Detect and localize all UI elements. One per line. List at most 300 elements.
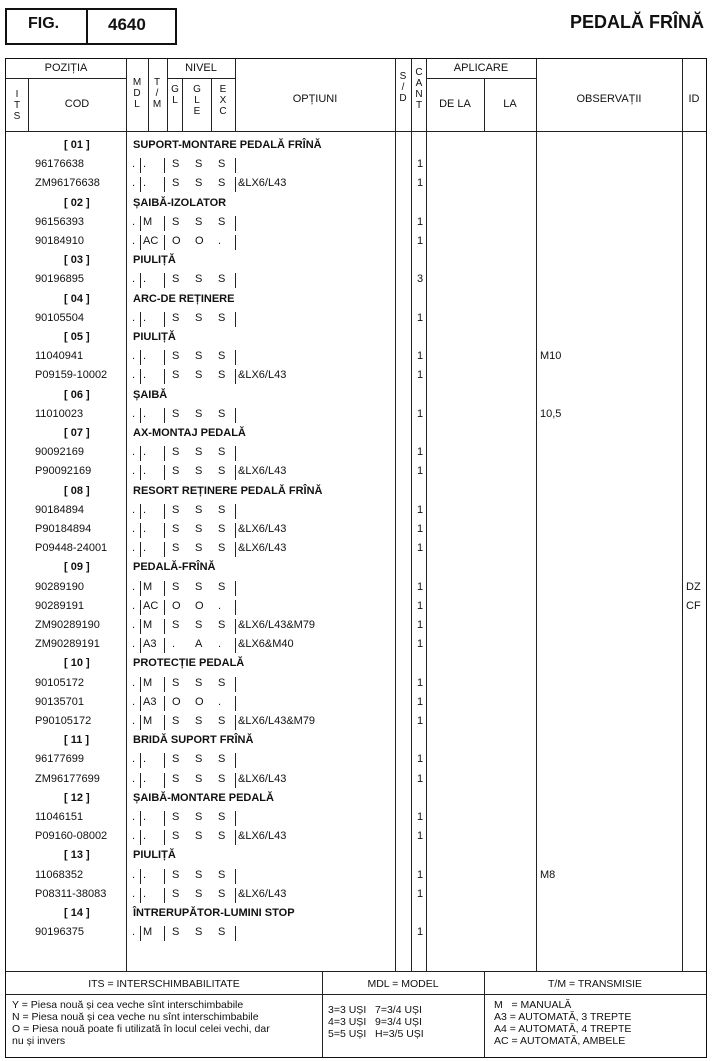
- quantity: 1: [417, 696, 424, 708]
- tm-value: .: [143, 830, 147, 842]
- part-code: P08311-38083: [35, 888, 107, 900]
- cell-divider: [235, 350, 236, 365]
- mdl-header: [131, 77, 143, 110]
- gle-value: S: [195, 773, 203, 785]
- group-name: PIULIȚĂ: [133, 331, 176, 343]
- gl-value: S: [172, 408, 180, 420]
- tm-legend-title: T/M = TRANSMISIE: [547, 978, 643, 990]
- cell-divider: [164, 446, 165, 461]
- exc-value: S: [218, 312, 226, 324]
- cell-divider: [140, 523, 141, 538]
- observation: M8: [540, 869, 556, 881]
- gle-value: A: [195, 638, 203, 650]
- group-row: [6, 561, 706, 577]
- mdl-value: .: [132, 773, 136, 785]
- group-row: [6, 389, 706, 405]
- id-code: DZ: [686, 581, 701, 593]
- exc-header: [217, 84, 229, 117]
- part-code: 96176638: [35, 158, 84, 170]
- table-row: [6, 312, 706, 328]
- tm-value: A3: [143, 696, 157, 708]
- tm-value: .: [143, 523, 147, 535]
- table-row: [6, 158, 706, 174]
- gle-value: S: [195, 715, 203, 727]
- gle-value: S: [195, 926, 203, 938]
- id-header: ID: [688, 93, 700, 105]
- quantity: 1: [417, 216, 424, 228]
- position-number: [ 06 ]: [64, 389, 90, 401]
- pozitia-header: POZIȚIA: [44, 62, 88, 74]
- table-row: [6, 581, 706, 597]
- la-header: LA: [503, 98, 517, 110]
- cell-divider: [164, 715, 165, 730]
- its-legend-line: nu și invers: [12, 1035, 66, 1047]
- cell-divider: [140, 273, 141, 288]
- part-code: 90196895: [35, 273, 84, 285]
- cell-divider: [235, 926, 236, 941]
- cell-divider: [164, 542, 165, 557]
- part-code: 90105172: [35, 677, 84, 689]
- gle-header: [191, 84, 203, 117]
- cell-divider: [140, 753, 141, 768]
- exc-value: S: [218, 753, 226, 765]
- gl-value: S: [172, 158, 180, 170]
- table-row: [6, 619, 706, 635]
- cell-divider: [164, 696, 165, 711]
- quantity: 1: [417, 350, 424, 362]
- mdl-value: .: [132, 158, 136, 170]
- its-letter: S: [13, 111, 21, 122]
- exc-value: .: [218, 696, 222, 708]
- cell-divider: [140, 504, 141, 519]
- quantity: 1: [417, 830, 424, 842]
- gle-letter: L: [194, 95, 200, 106]
- cell-divider: [140, 619, 141, 634]
- gle-value: O: [195, 696, 204, 708]
- exc-letter: C: [219, 106, 227, 117]
- exc-value: S: [218, 408, 226, 420]
- mdl-value: .: [132, 523, 136, 535]
- table-row: [6, 869, 706, 885]
- aplicare-header: APLICARE: [453, 62, 509, 74]
- mdl-value: .: [132, 888, 136, 900]
- table-row: [6, 888, 706, 904]
- gle-value: O: [195, 235, 204, 247]
- mdl-value: .: [132, 542, 136, 554]
- group-row: [6, 197, 706, 213]
- position-number: [ 09 ]: [64, 561, 90, 573]
- quantity: 1: [417, 773, 424, 785]
- part-code: P09448-24001: [35, 542, 108, 554]
- cell-divider: [140, 542, 141, 557]
- part-code: 90289190: [35, 581, 84, 593]
- gl-value: S: [172, 273, 180, 285]
- tm-value: .: [143, 753, 147, 765]
- cell-divider: [140, 312, 141, 327]
- gl-value: S: [172, 350, 180, 362]
- cell-divider: [140, 811, 141, 826]
- cell-divider: [164, 523, 165, 538]
- group-name: RESORT REȚINERE PEDALĂ FRÎNĂ: [133, 485, 323, 497]
- gl-value: S: [172, 773, 180, 785]
- gl-value: .: [172, 638, 176, 650]
- observation: 10,5: [540, 408, 562, 420]
- exc-value: S: [218, 830, 226, 842]
- mdl-letter: L: [134, 99, 140, 110]
- gl-value: S: [172, 177, 180, 189]
- exc-value: S: [218, 542, 226, 554]
- option-code: &LX6/L43&M79: [238, 619, 316, 631]
- cell-divider: [140, 830, 141, 845]
- mdl-value: .: [132, 273, 136, 285]
- cell-divider: [235, 811, 236, 826]
- optiuni-header: OPȚIUNI: [292, 93, 338, 105]
- gl-value: S: [172, 542, 180, 554]
- cell-divider: [235, 542, 236, 557]
- cell-divider: [235, 369, 236, 384]
- de-la-header: DE LA: [439, 98, 471, 110]
- table-row: [6, 715, 706, 731]
- exc-value: S: [218, 523, 226, 535]
- group-name: PROTECȚIE PEDALĂ: [133, 657, 245, 669]
- exc-value: S: [218, 811, 226, 823]
- cell-divider: [164, 465, 165, 480]
- cell-divider: [140, 216, 141, 231]
- cant-letter: N: [415, 89, 423, 100]
- tm-letter: T: [153, 77, 161, 88]
- exc-value: S: [218, 619, 226, 631]
- mdl-value: .: [132, 696, 136, 708]
- gl-value: S: [172, 753, 180, 765]
- position-number: [ 01 ]: [64, 139, 90, 151]
- quantity: 1: [417, 523, 424, 535]
- part-code: 90092169: [35, 446, 84, 458]
- mdl-value: .: [132, 600, 136, 612]
- mdl-value: .: [132, 504, 136, 516]
- sd-header: [397, 71, 409, 104]
- cell-divider: [164, 926, 165, 941]
- quantity: 1: [417, 869, 424, 881]
- exc-value: S: [218, 926, 226, 938]
- figure-label: FIG.: [28, 15, 60, 32]
- cell-divider: [235, 830, 236, 845]
- col-divider: [148, 59, 149, 131]
- table-row: [6, 677, 706, 693]
- observatii-header: OBSERVAȚII: [576, 93, 642, 105]
- group-row: [6, 734, 706, 750]
- cell-divider: [235, 888, 236, 903]
- table-row: [6, 235, 706, 251]
- cell-divider: [164, 158, 165, 173]
- gle-value: S: [195, 581, 203, 593]
- option-code: &LX6/L43: [238, 369, 287, 381]
- gl-value: S: [172, 926, 180, 938]
- option-code: &LX6/L43: [238, 542, 287, 554]
- col-divider: [182, 78, 183, 131]
- quantity: 1: [417, 811, 424, 823]
- group-row: [6, 293, 706, 309]
- tm-legend-line: A4 = AUTOMATĂ, 4 TREPTE: [494, 1023, 632, 1035]
- part-code: ZM96177699: [35, 773, 100, 785]
- group-name: ÎNTRERUPĂTOR-LUMINI STOP: [133, 907, 295, 919]
- table-row: [6, 446, 706, 462]
- position-number: [ 12 ]: [64, 792, 90, 804]
- cell-divider: [140, 600, 141, 615]
- exc-value: S: [218, 216, 226, 228]
- cell-divider: [235, 446, 236, 461]
- cell-divider: [164, 273, 165, 288]
- id-code: CF: [686, 600, 701, 612]
- cell-divider: [235, 216, 236, 231]
- cell-divider: [164, 677, 165, 692]
- cant-letter: T: [415, 100, 423, 111]
- gle-letter: G: [193, 84, 201, 95]
- group-name: ȘAIBĂ-MONTARE PEDALĂ: [133, 792, 274, 804]
- gle-value: S: [195, 312, 203, 324]
- tm-value: M: [143, 619, 153, 631]
- option-code: &LX6/L43: [238, 830, 287, 842]
- group-row: [6, 254, 706, 270]
- cell-divider: [164, 753, 165, 768]
- group-name: ȘAIBĂ: [133, 389, 168, 401]
- cell-divider: [140, 696, 141, 711]
- header-line: [6, 78, 126, 79]
- exc-value: .: [218, 638, 222, 650]
- gl-value: S: [172, 888, 180, 900]
- table-row: [6, 177, 706, 193]
- quantity: 1: [417, 581, 424, 593]
- gle-value: S: [195, 830, 203, 842]
- quantity: 1: [417, 638, 424, 650]
- cell-divider: [164, 811, 165, 826]
- cell-divider: [235, 773, 236, 788]
- cell-divider: [140, 465, 141, 480]
- sd-letter: /: [401, 82, 405, 93]
- gle-value: S: [195, 273, 203, 285]
- quantity: 1: [417, 504, 424, 516]
- gl-value: S: [172, 312, 180, 324]
- position-number: [ 11 ]: [64, 734, 90, 746]
- tm-value: .: [143, 504, 147, 516]
- mdl-value: .: [132, 581, 136, 593]
- mdl-letter: D: [133, 88, 141, 99]
- cell-divider: [235, 158, 236, 173]
- tm-value: .: [143, 158, 147, 170]
- tm-value: AC: [143, 235, 159, 247]
- quantity: 1: [417, 715, 424, 727]
- gl-value: S: [172, 811, 180, 823]
- mdl-value: .: [132, 408, 136, 420]
- part-code: 90196375: [35, 926, 84, 938]
- tm-letter: M: [152, 99, 162, 110]
- position-number: [ 05 ]: [64, 331, 90, 343]
- exc-value: S: [218, 581, 226, 593]
- cell-divider: [235, 523, 236, 538]
- header-bottom-line: [6, 131, 706, 132]
- group-row: [6, 331, 706, 347]
- tm-value: .: [143, 350, 147, 362]
- gle-value: S: [195, 811, 203, 823]
- gle-value: O: [195, 600, 204, 612]
- quantity: 1: [417, 677, 424, 689]
- cell-divider: [164, 408, 165, 423]
- cell-divider: [164, 504, 165, 519]
- table-row: [6, 369, 706, 385]
- tm-value: .: [143, 811, 147, 823]
- cell-divider: [235, 696, 236, 711]
- part-code: 90289191: [35, 600, 84, 612]
- exc-value: S: [218, 177, 226, 189]
- gl-value: S: [172, 523, 180, 535]
- exc-value: S: [218, 273, 226, 285]
- parts-table: [5, 58, 707, 1058]
- part-code: 11040941: [35, 350, 84, 362]
- tm-value: AC: [143, 600, 159, 612]
- cell-divider: [164, 773, 165, 788]
- quantity: 1: [417, 312, 424, 324]
- cell-divider: [140, 715, 141, 730]
- cell-divider: [140, 408, 141, 423]
- exc-value: S: [218, 350, 226, 362]
- option-code: &LX6/L43: [238, 523, 287, 535]
- part-code: P90092169: [35, 465, 92, 477]
- gle-value: S: [195, 619, 203, 631]
- its-legend-title: ITS = INTERSCHIMBABILITATE: [88, 978, 240, 990]
- gle-value: S: [195, 446, 203, 458]
- part-code: P90105172: [35, 715, 92, 727]
- tm-legend-line: M = MANUALĂ: [494, 999, 572, 1011]
- option-code: &LX6/L43: [238, 465, 287, 477]
- part-code: P09159-10002: [35, 369, 108, 381]
- exc-value: S: [218, 869, 226, 881]
- exc-value: S: [218, 677, 226, 689]
- group-name: SUPORT-MONTARE PEDALĂ FRÎNĂ: [133, 139, 322, 151]
- gl-value: S: [172, 216, 180, 228]
- position-number: [ 03 ]: [64, 254, 90, 266]
- quantity: 1: [417, 465, 424, 477]
- cell-divider: [235, 600, 236, 615]
- part-code: 90184894: [35, 504, 84, 516]
- mdl-value: .: [132, 869, 136, 881]
- tm-value: M: [143, 581, 153, 593]
- tm-letter: /: [155, 88, 159, 99]
- exc-value: .: [218, 600, 222, 612]
- group-name: ȘAIBĂ-IZOLATOR: [133, 197, 227, 209]
- cant-header: [413, 67, 425, 111]
- gle-value: S: [195, 888, 203, 900]
- cell-divider: [140, 177, 141, 192]
- quantity: 1: [417, 235, 424, 247]
- quantity: 1: [417, 446, 424, 458]
- exc-value: S: [218, 773, 226, 785]
- tm-header: [151, 77, 163, 110]
- mdl-value: .: [132, 926, 136, 938]
- header-line: [426, 78, 536, 79]
- cell-divider: [164, 638, 165, 653]
- cell-divider: [235, 869, 236, 884]
- cell-divider: [164, 177, 165, 192]
- gl-header: [169, 84, 181, 106]
- sd-letter: S: [399, 71, 407, 82]
- cell-divider: [140, 926, 141, 941]
- group-name: BRIDĂ SUPORT FRÎNĂ: [133, 734, 254, 746]
- part-code: 90105504: [35, 312, 84, 324]
- gle-value: S: [195, 869, 203, 881]
- mdl-value: .: [132, 177, 136, 189]
- its-letter: I: [15, 89, 19, 100]
- table-row: [6, 811, 706, 827]
- group-row: [6, 139, 706, 155]
- tm-legend-line: AC = AUTOMATĂ, AMBELE: [494, 1035, 626, 1047]
- exc-value: .: [218, 235, 222, 247]
- group-row: [6, 849, 706, 865]
- gle-value: S: [195, 158, 203, 170]
- option-code: &LX6/L43&M79: [238, 715, 316, 727]
- observation: M10: [540, 350, 562, 362]
- tm-legend-line: A3 = AUTOMATĂ, 3 TREPTE: [494, 1011, 632, 1023]
- cell-divider: [164, 216, 165, 231]
- quantity: 3: [417, 273, 424, 285]
- tm-value: .: [143, 465, 147, 477]
- mdl-value: .: [132, 677, 136, 689]
- mdl-legend-title: MDL = MODEL: [367, 978, 439, 990]
- part-code: 11010023: [35, 408, 84, 420]
- option-code: &LX6/L43: [238, 888, 287, 900]
- option-code: &LX6/L43: [238, 773, 287, 785]
- group-name: PIULIȚĂ: [133, 254, 176, 266]
- part-code: 90184910: [35, 235, 84, 247]
- exc-value: S: [218, 888, 226, 900]
- legend-top-line: [6, 971, 706, 972]
- its-header: [11, 89, 23, 122]
- position-number: [ 13 ]: [64, 849, 90, 861]
- quantity: 1: [417, 158, 424, 170]
- gle-value: S: [195, 542, 203, 554]
- part-code: 90135701: [35, 696, 84, 708]
- its-legend-line: O = Piesa nouă poate fi utilizată în locul celei vechi, dar: [12, 1023, 270, 1035]
- quantity: 1: [417, 600, 424, 612]
- cell-divider: [235, 581, 236, 596]
- gl-value: O: [172, 696, 181, 708]
- group-row: [6, 427, 706, 443]
- gle-value: S: [195, 350, 203, 362]
- mdl-value: .: [132, 638, 136, 650]
- part-code: 96156393: [35, 216, 84, 228]
- nivel-header: NIVEL: [185, 62, 217, 74]
- exc-value: S: [218, 158, 226, 170]
- cell-divider: [235, 619, 236, 634]
- gl-value: S: [172, 715, 180, 727]
- cell-divider: [140, 235, 141, 250]
- page-title: PEDALĂ FRÎNĂ: [570, 12, 704, 32]
- cell-divider: [164, 350, 165, 365]
- tm-value: M: [143, 677, 153, 689]
- gl-value: O: [172, 600, 181, 612]
- group-name: ARC-DE REȚINERE: [133, 293, 235, 305]
- tm-value: .: [143, 273, 147, 285]
- tm-value: A3: [143, 638, 157, 650]
- cell-divider: [235, 273, 236, 288]
- group-row: [6, 657, 706, 673]
- mdl-value: .: [132, 446, 136, 458]
- tm-value: .: [143, 369, 147, 381]
- part-code: ZM96176638: [35, 177, 100, 189]
- table-row: [6, 542, 706, 558]
- table-row: [6, 523, 706, 539]
- gl-value: S: [172, 504, 180, 516]
- part-code: P90184894: [35, 523, 92, 535]
- table-row: [6, 600, 706, 616]
